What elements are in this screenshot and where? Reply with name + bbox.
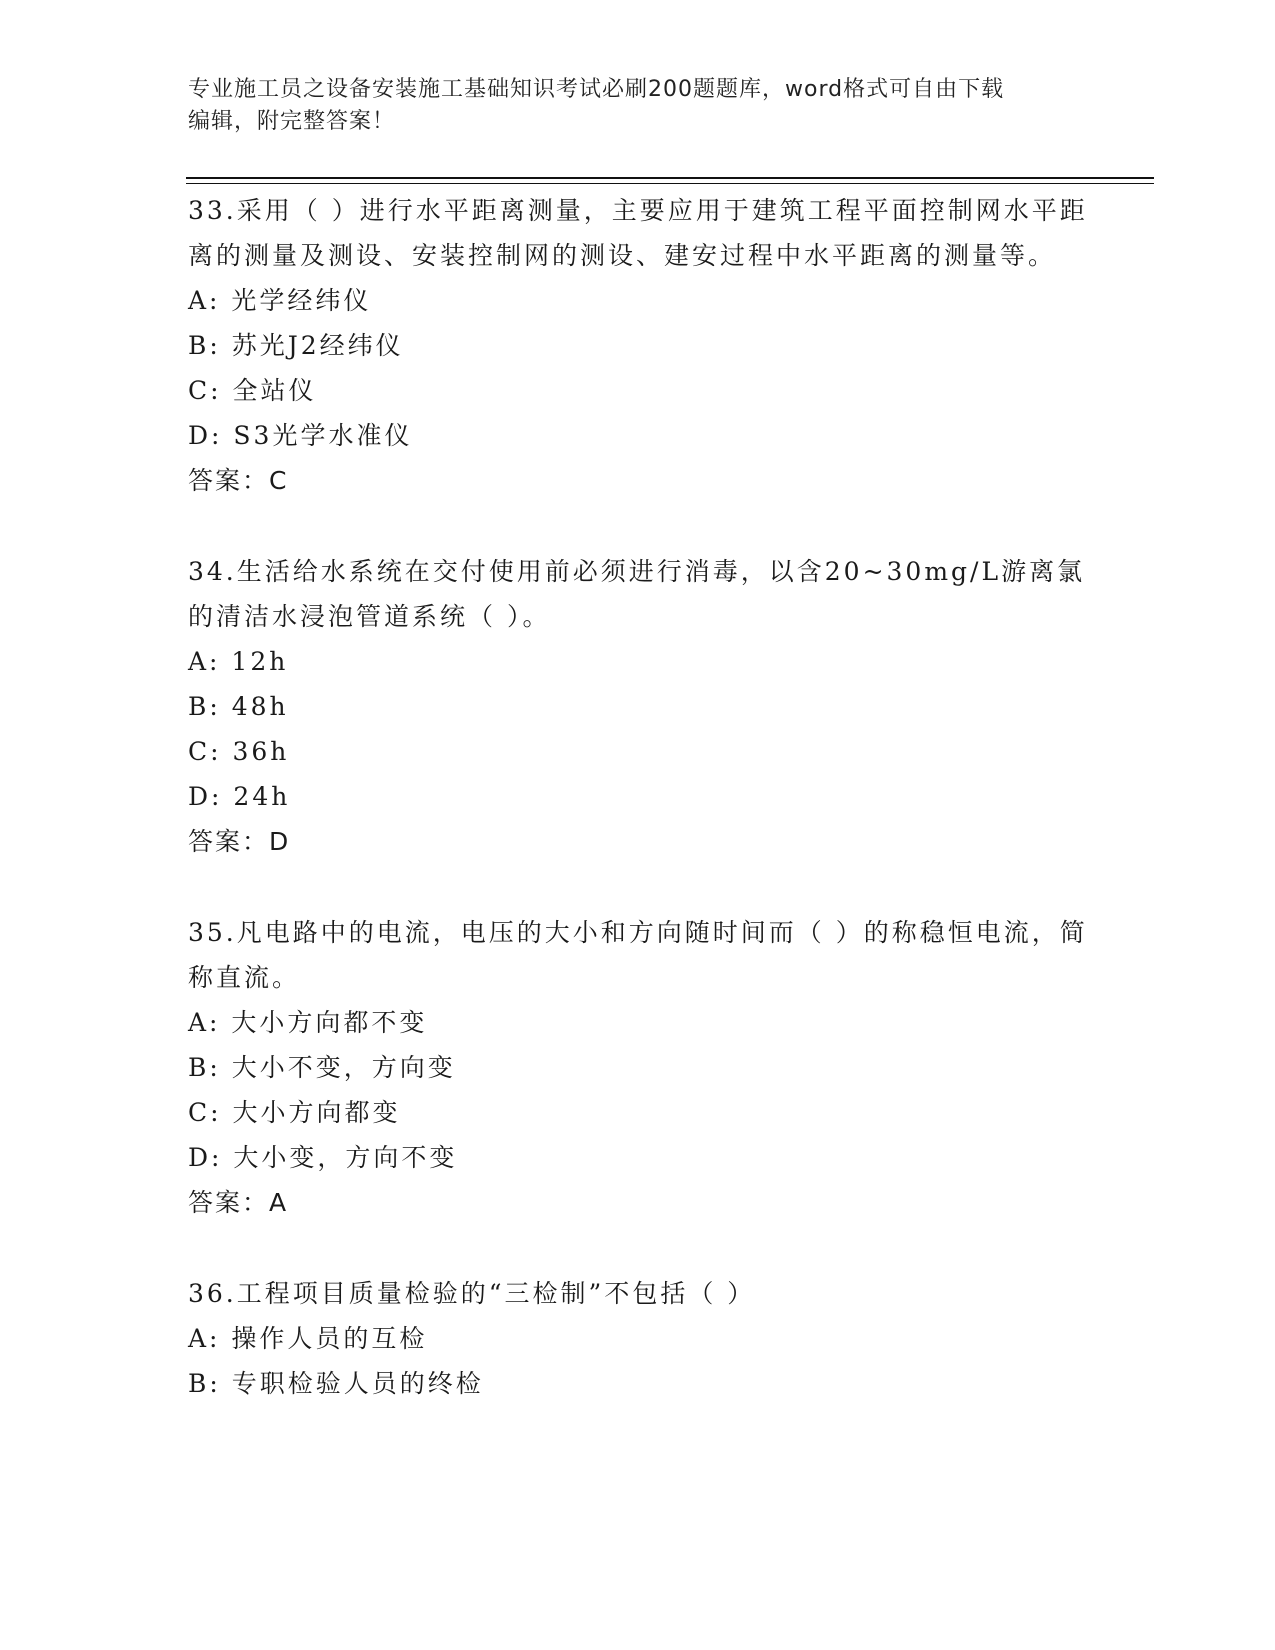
question-33 <box>188 188 1088 503</box>
answer-value: A <box>269 1188 287 1217</box>
option-d: D: S3光学水准仪 <box>188 421 413 450</box>
answer-line <box>188 819 1088 864</box>
question-35 <box>188 910 1088 1225</box>
option-a: A: 光学经纬仪 <box>188 286 372 315</box>
answer-value: C <box>269 466 287 495</box>
option-a: A: 12h <box>188 647 289 676</box>
answer-line <box>188 458 1088 503</box>
question-34 <box>188 549 1088 864</box>
answer-label: 答案： <box>188 1188 270 1217</box>
header-line-1: 专业施工员之设备安装施工基础知识考试必刷200题题库，word格式可自由下载 <box>188 77 1005 102</box>
question-text: 34.生活给水系统在交付使用前必须进行消毒，以含20~30mg/L游离氯的清洁水浸泡管道系统（ ）。 <box>188 557 1086 631</box>
question-text: 36.工程项目质量检验的“三检制”不包括（ ） <box>188 1279 756 1308</box>
header-line-2: 编辑，附完整答案！ <box>188 109 396 134</box>
header-divider-thick <box>186 177 1154 179</box>
option-d: D: 大小变，方向不变 <box>188 1143 458 1172</box>
option-a: A: 操作人员的互检 <box>188 1324 428 1353</box>
answer-label: 答案： <box>188 466 270 495</box>
option-b: B: 大小不变，方向变 <box>188 1053 456 1082</box>
question-text: 35.凡电路中的电流，电压的大小和方向随时间而（ ）的称稳恒电流，简称直流。 <box>188 918 1088 992</box>
option-b: B: 苏光J2经纬仪 <box>188 331 404 360</box>
option-d: D: 24h <box>188 782 291 811</box>
question-list <box>188 188 1088 1452</box>
document-header <box>188 74 1088 138</box>
answer-line <box>188 1180 1088 1225</box>
option-c: C: 全站仪 <box>188 376 317 405</box>
question-text: 33.采用（ ）进行水平距离测量，主要应用于建筑工程平面控制网水平距离的测量及测设、安装控制网的测设、建安过程中水平距离的测量等。 <box>188 196 1088 270</box>
option-c: C: 36h <box>188 737 290 766</box>
question-36 <box>188 1271 1088 1406</box>
option-b: B: 专职检验人员的终检 <box>188 1369 484 1398</box>
answer-label: 答案： <box>188 827 270 856</box>
option-a: A: 大小方向都不变 <box>188 1008 428 1037</box>
header-divider-thin <box>186 183 1154 184</box>
answer-value: D <box>269 827 289 856</box>
option-c: C: 大小方向都变 <box>188 1098 401 1127</box>
option-b: B: 48h <box>188 692 289 721</box>
